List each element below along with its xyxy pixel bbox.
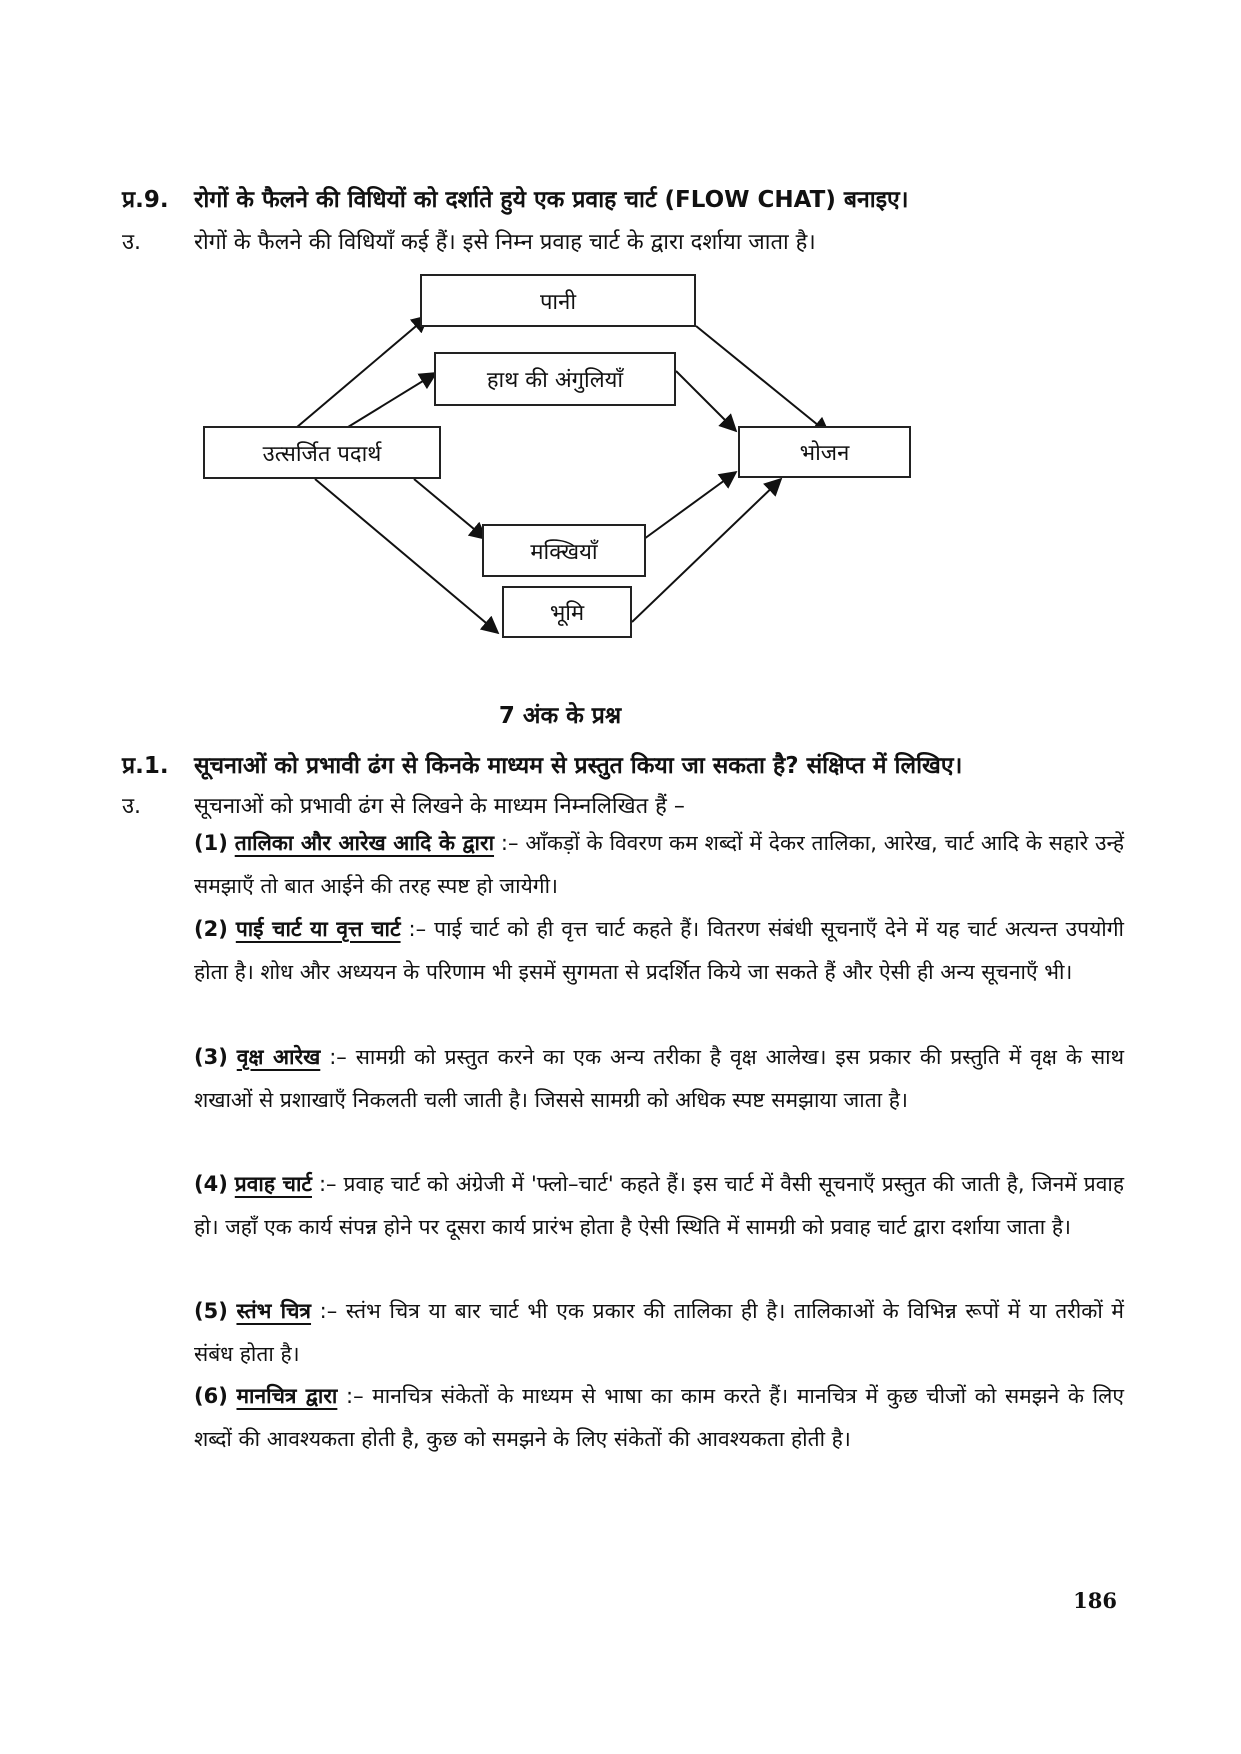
- point-number: (2): [194, 917, 228, 941]
- arrow-fingers-to-food: [676, 371, 736, 431]
- answer-mark: उ.: [122, 230, 142, 255]
- point-heading: प्रवाह चार्ट: [234, 1172, 312, 1196]
- point-text: स्तंभ चित्र या बार चार्ट भी एक प्रकार की तालिका ही है। तालिकाओं के विभिन्न रूपों में या तरीकों में संबंध होता है।: [194, 1299, 1124, 1366]
- question-text: रोगों के फैलने की विधियों को दर्शाते हुये एक प्रवाह चार्ट (FLOW CHAT) बनाइए।: [194, 187, 909, 213]
- answer-intro-text: सूचनाओं को प्रभावी ढंग से लिखने के माध्यम निम्नलिखित हैं –: [194, 794, 685, 819]
- point-2: [194, 908, 1124, 994]
- point-separator: :–: [320, 1045, 356, 1069]
- point-number: (5): [194, 1299, 228, 1323]
- arrow-soil-to-food: [632, 479, 781, 622]
- arrow-excreta-to-soil: [315, 479, 498, 633]
- point-separator: :–: [311, 1299, 346, 1323]
- point-heading: तालिका और आरेख आदि के द्वारा: [234, 831, 495, 855]
- section-title: 7 अंक के प्रश्न: [498, 703, 622, 729]
- question-text: सूचनाओं को प्रभावी ढंग से किनके माध्यम से प्रस्तुत किया जा सकता है? संक्षिप्त में लिखिए।: [194, 753, 963, 779]
- point-5: [194, 1290, 1124, 1376]
- node-soil: भूमि: [502, 586, 632, 638]
- question-number: प्र.9.: [122, 187, 169, 213]
- node-flies: मक्खियाँ: [482, 524, 646, 577]
- node-fingers: हाथ की अंगुलियाँ: [434, 352, 676, 406]
- node-food: भोजन: [738, 426, 911, 478]
- arrow-flies-to-food: [644, 472, 736, 539]
- page-number: 186: [1073, 1588, 1117, 1613]
- arrow-excreta-to-flies: [414, 479, 486, 539]
- point-heading: पाई चार्ट या वृत्त चार्ट: [235, 917, 401, 941]
- point-heading: वृक्ष आरेख: [236, 1045, 321, 1069]
- point-text: प्रवाह चार्ट को अंग्रेजी में 'फ्लो–चार्ट' कहते हैं। इस चार्ट में वैसी सूचनाएँ प्रस्तुत की जाती है, जिनमें प्रवाह हो। जहाँ एक कार्य संपन्न होने पर दूसरा कार्य प्रारंभ होता है ऐसी स्थिति में सामग्री को प्रवाह चार्ट द्वारा दर्शाया जाता है।: [194, 1172, 1124, 1239]
- node-excreta: उत्सर्जित पदार्थ: [203, 426, 441, 479]
- point-separator: :–: [494, 831, 526, 855]
- point-text: आँकड़ों के विवरण कम शब्दों में देकर तालिका, आरेख, चार्ट आदि के सहारे उन्हें समझाएँ तो बात आईने की तरह स्पष्ट हो जायेगी।: [194, 831, 1124, 898]
- answer-text: रोगों के फैलने की विधियाँ कई हैं। इसे निम्न प्रवाह चार्ट के द्वारा दर्शाया जाता है।: [194, 230, 816, 255]
- point-separator: :–: [400, 917, 435, 941]
- answer-mark: उ.: [122, 794, 142, 819]
- point-4: [194, 1163, 1124, 1249]
- point-number: (3): [194, 1045, 228, 1069]
- point-separator: :–: [311, 1172, 344, 1196]
- point-separator: :–: [337, 1384, 373, 1408]
- point-heading: मानचित्र द्वारा: [236, 1384, 338, 1408]
- point-heading: स्तंभ चित्र: [236, 1299, 312, 1323]
- point-3: [194, 1036, 1124, 1122]
- point-text: सामग्री को प्रस्तुत करने का एक अन्य तरीका है वृक्ष आलेख। इस प्रकार की प्रस्तुति में वृक्ष के साथ शखाओं से प्रशाखाएँ निकलती चली जाती है। जिससे सामग्री को अधिक स्पष्ट समझाया जाता है।: [194, 1045, 1124, 1112]
- point-number: (1): [194, 831, 228, 855]
- point-text: पाई चार्ट को ही वृत्त चार्ट कहते हैं। वितरण संबंधी सूचनाएँ देने में यह चार्ट अत्यन्त उपयोगी होता है। शोध और अध्ययन के परिणाम भी इसमें सुगमता से प्रदर्शित किये जा सकते हैं और ऐसी ही अन्य सूचनाएँ भी।: [194, 917, 1124, 984]
- point-number: (4): [194, 1172, 228, 1196]
- question-number: प्र.1.: [122, 753, 169, 779]
- node-water: पानी: [420, 274, 696, 327]
- point-6: [194, 1375, 1124, 1461]
- point-1: [194, 822, 1124, 908]
- arrow-excreta-to-water: [290, 316, 428, 433]
- point-text: मानचित्र संकेतों के माध्यम से भाषा का काम करते हैं। मानचित्र में कुछ चीजों को समझने के लिए शब्दों की आवश्यकता होती है, कुछ को समझने के लिए संकेतों की आवश्यकता होती है।: [194, 1384, 1124, 1451]
- arrow-water-to-food: [696, 326, 829, 434]
- point-number: (6): [194, 1384, 228, 1408]
- flow-chart: [0, 0, 1241, 700]
